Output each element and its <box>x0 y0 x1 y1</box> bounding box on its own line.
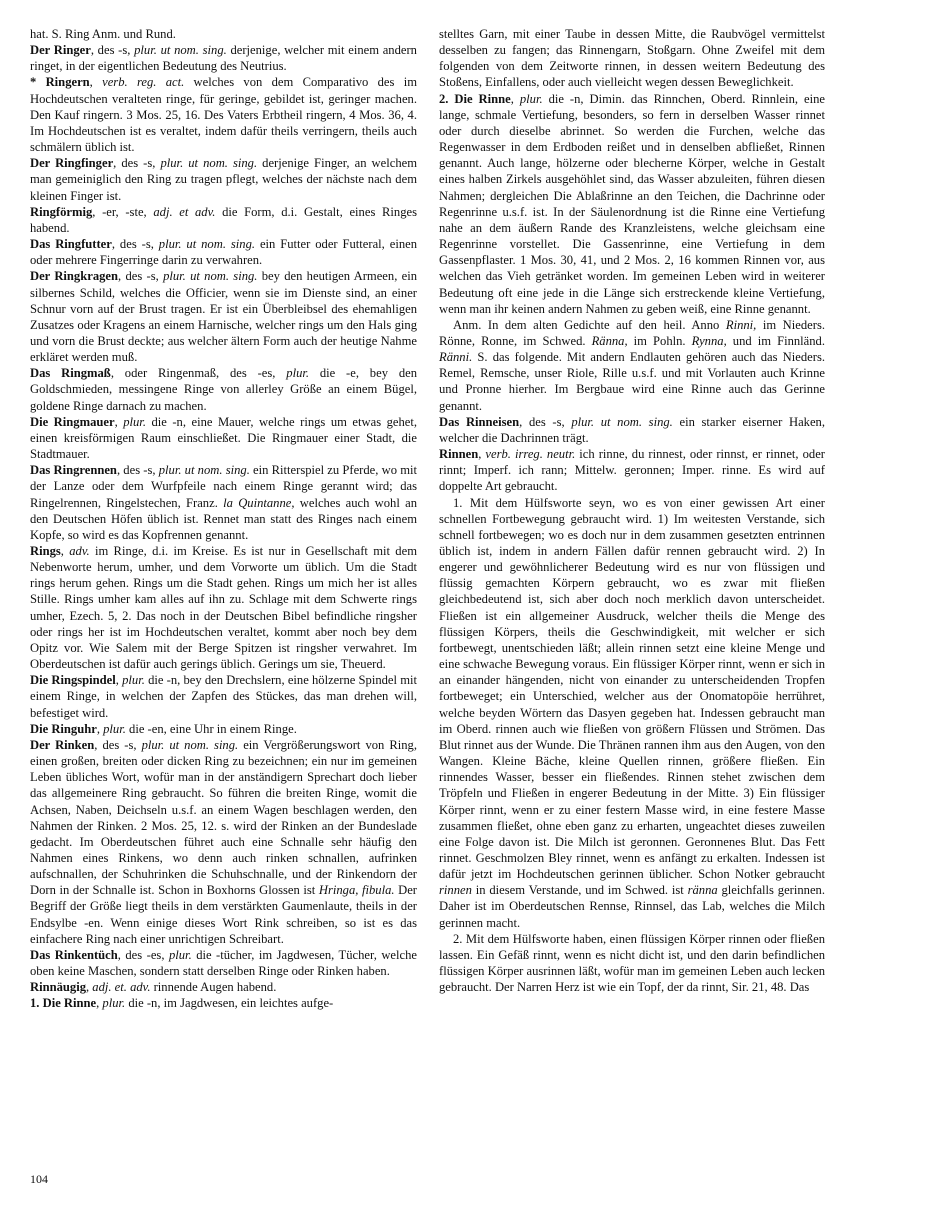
dictionary-entry <box>439 495 825 931</box>
entry-text: ein Futter oder Futteral, einen oder mehrere Fingerringe darin zu verwahren. <box>30 237 418 268</box>
entry-text: , oder Ringenmaß, des -es, <box>110 366 287 381</box>
dictionary-entry <box>30 42 417 74</box>
dictionary-entry <box>30 947 417 979</box>
entry-text: und im Finnländ. <box>726 333 826 348</box>
entry-headword: Rinnen <box>439 447 479 462</box>
dictionary-entry <box>30 543 417 672</box>
entry-grammar: adj. et. adv. <box>92 980 151 995</box>
entry-grammar: verb. reg. act. <box>102 75 185 90</box>
entry-headword: Der Ringkragen <box>30 269 119 284</box>
entry-grammar: plur. ut nom. sing. <box>158 463 250 478</box>
entry-text: ein Vergrößerungswort von Ring, einen großen, breiten oder dicken Ring zu bezeichnen; ein nur im gemeinen Leben übliches Wort, wofür man in der anständigern Sprechart doch lieber das allgemeinere Ring gebraucht. So führen die breiten Ringe, womit die Achsen, Naben, Deichseln u.s.f. an einem Wagen beschlagen werden, den Nahmen der Rinken. 2 Mos. 25, 12. s. wird der Rinken an der Bundeslade gedacht. Im Oberdeutschen führet auch eine Schnalle sehr häufig den Nahmen eines Rinkens, wo denn auch rinken schnallen, aufrinken aufschnallen, der Schuhrinken die Schuhschnalle, und der Rinkendorn der Dorn in der Schnalle ist. Schon in Boxhorns Glossen ist <box>30 737 418 898</box>
entry-text: in diesem Verstande, und im Schwed. ist <box>471 883 688 898</box>
entry-text: , <box>96 996 103 1011</box>
entry-text: , des -s, <box>118 269 164 284</box>
entry-text: ein starker eiserner Haken, welcher die Dachrinnen trägt. <box>439 414 825 445</box>
entry-text: , <box>114 414 124 429</box>
entry-text: die -tücher, im Jagdwesen, Tücher, welche oben keine Maschen, sondern statt derselben Ringe oder Rinken haben. <box>30 947 417 979</box>
entry-grammar: plur. ut nom. sing. <box>160 156 258 171</box>
entry-text: , <box>86 980 93 995</box>
entry-text: , <box>96 721 104 736</box>
entry-text: ein Ritterspiel zu Pferde, wo mit der Lanze oder dem Wurfpfeile nach einem Ringe gerannt wird; das Ringelrennen, Ringelstechen, Franz. <box>30 463 417 510</box>
entry-text: bey den heutigen Armeen, ein silbernes Schild, welches die Officier, wenn sie im Dienste sind, an einer Schnur vorn auf der Brust tragen. Er ist ein Überbleibsel des ehemahligen Zusatzes oder Kragens an einem Harnische, welcher rings um den Hals ging und vorn die Brust deckte; aus welcher ältern Form auch der heutige Nahme erkläret werden muß. <box>30 269 418 365</box>
entry-text: S. das folgende. Mit andern Endlauten gehören auch das Nieders. Remel, Remsche, unser Riole, Rille u.s.f. und mit Vorlauten auch Krinne und Pronne hierher. Im Bergbaue wird eine Rinne auch das Gerinne genannt. <box>439 350 825 413</box>
entry-headword: Der Rinken <box>30 737 95 752</box>
entry-text: 2. Mit dem Hülfsworte haben, einen flüssigen Körper rinnen oder fließen lassen. Ein Gefäß rinnt, wenn es nicht dicht ist, und den darin befindlichen flüssigen Körper ausrinnen läßt, wofür man im gemeinen Leben auch lecken gebraucht. Der Narren Herz ist wie ein Topf, der da rinnt, Sir. 21, 48. Das <box>439 931 825 995</box>
entry-text: stelltes Garn, mit einer Taube in dessen Mitte, die Raubvögel vermittelst desselben zu fangen; das Rinnengarn, Stoßgarn. Ohne Zweifel mit dem folgenden von dem Zeitworte rinnen, in dessen weitern Bedeutung des Stoßens, Einfallens, oder auch vielleicht wegen dessen Beweglichkeit. <box>439 27 825 90</box>
entry-text: die -n, eine Mauer, welche rings um etwas gehet, einen kreisförmigen Raum einschließet. Die Ringmauer einer Stadt, die Stadtmauer. <box>30 414 418 462</box>
entry-text: , des -s, <box>116 463 159 478</box>
entry-grammar: plur. ut nom. sing. <box>134 43 227 58</box>
entry-headword: Ringförmig <box>30 204 93 219</box>
entry-text: welches von dem Comparativo des im Hochdeutschen veralteten ringe, für geringe, gebildet ist, geringer machen. Den Kauf ringern. 3 Mos. 25, 16. Des Vaters Erbtheil ringern, 4 Mos. 36, 4. Im Hochdeutschen ist es veraltet, indem dafür theils verringern, theils auch schmälern üblich ist. <box>30 75 417 155</box>
entry-headword: * Ringern <box>30 75 90 90</box>
entry-grammar: plur. <box>168 947 192 962</box>
dictionary-entry <box>439 91 825 317</box>
entry-text: rinnende Augen habend. <box>150 980 277 995</box>
dictionary-entry <box>30 995 417 1011</box>
dictionary-entry <box>30 236 417 268</box>
entry-headword: Das Ringrennen <box>30 463 117 478</box>
entry-text: , des -s, <box>113 156 161 171</box>
entry-headword: Der Ringer <box>30 43 91 58</box>
entry-grammar: adv. <box>69 544 90 558</box>
entry-headword: 2. Die Rinne <box>439 91 511 106</box>
dictionary-entry <box>439 317 825 414</box>
dictionary-entry <box>30 268 417 365</box>
entry-text: , <box>510 91 520 106</box>
entry-grammar: adj. et adv. <box>153 204 216 219</box>
entry-text: die -n, Dimin. das Rinnchen, Oberd. Rinnlein, eine lange, schmale Vertiefung, besonders, so fern in derselben Wasser rinnet oder durch dieselbe abrinnet. So werden die Furchen, welche das Regenwasser in dem Erdboden reißet und in denselben abfließet, Rinnen genannt. Auch lange, hölzerne oder blecherne Körper, welche in Gestalt eines halben Zirkels ausgehöhlet sind, das Wasser abzuleiten, führen diesen Nahmen; dergleichen Die Ablaßrinne an den Teichen, die Dachrinne oder Regenrinne u.s.f. ist. In der Säulenordnung ist die Rinne eine Vertiefung nahe an dem äußern Rande des Kranzleistens, welche gleichsam eine Regenrinne vorstellet. Die Gassenrinne, eine Vertiefung in dem Gassenpflaster. 1 Mos. 30, 41, und 2 Mos. 2, 16 kommen Rinnen vor, aus welchen das Vieh getränket worden. Im gemeinen Leben wird in weiterer Bedeutung oft eine jede in die Länge sich erstreckende kleine Vertiefung, wenn man ihr keinen andern Nahmen zu geben weiß, eine Rinne genannt. <box>439 91 826 316</box>
dictionary-entry <box>30 204 417 236</box>
entry-text: gleichfalls gerinnen. Daher ist im Oberdeutschen Rennse, Rinnsel, das Lab, welches die Milch gerinnen macht. <box>439 883 825 930</box>
dictionary-entry <box>439 414 825 446</box>
entry-text: 1. Mit dem Hülfsworte seyn, wo es von einer gewissen Art einer schnellen Fortbewegung gebraucht wird. 1) Im weitesten Verstande, sich schnell fortbewegen; wo es doch nur in dem zusammen gesetzten entrinnen üblich ist, indem in andern Fällen dafür rennen gebraucht wird. 2) In engerer und gewöhnlicherer Bedeutung wird es nur von flüssigen und flüssig gemachten Körpern gebraucht, wo es zwar mit fließen gleichbedeutend ist, sich aber doch noch merklich davon unterscheidet. Fließen ist ein allgemeiner Ausdruck, welcher theils die Menge des flüssigen Körpers, theils die Geschwindigkeit, mit welcher er sich fortbewegt, unentschieden läßt; allein rinnen setzt eine kleine Menge und eine schwache Bewegung voraus. Ein flüssiger Körper rinnt, wenn er sich in an einander hängenden, nicht von einander zu unterscheidenden Tropfen fortbeweget; ein Unterschied, welcher aus der Onomatopöie herrühret, welche beyden Wörtern das Dasyen gegeben hat. Indessen gebraucht man im Oberd. rinnen auch wie fließen von größern Flüssen und Strömen. Das Blut rinnet aus der Wunde. Die Thränen rannen ihm aus den Augen, von den Wangen. Kleine Bäche, kleine Quellen rinnen, größere fließen. Ein rinnendes Wasser, besser ein fließendes. Rinnen stehet zwischen dem Tröpfeln und Fließen in engerer Bedeutung in der Mitte. 3) Ein flüssiger Körper rinnt, wenn er zu einer festern Masse wird, in eine festere Masse zusammen fließet, ohne eben ganz zu erharten, ungeachtet dieses zuweilen eine Folge davon ist. Die Milch ist geronnen. Geronnenes Blut. Das Fett rinnet. Geschmolzen Bley rinnet, wenn es anfängt zu erkalten. Indessen ist dafür jetzt im Hochdeutschen gerinnen üblicher. Schon Notker gebraucht <box>439 495 825 882</box>
entry-headword: Das Rinneisen <box>439 414 520 429</box>
entry-headword: Die Ringmauer <box>30 414 115 429</box>
entry-headword: Das Rinkentüch <box>30 947 118 962</box>
dictionary-entry <box>439 931 825 996</box>
entry-headword: Das Ringmaß <box>30 366 111 381</box>
entry-text: im Pohln. <box>627 333 692 348</box>
entry-text: , des -s, <box>519 414 572 429</box>
entry-grammar: plur. ut nom. sing. <box>163 269 258 284</box>
entry-text: , des -es, <box>117 947 169 962</box>
left-column <box>30 26 417 1012</box>
entry-headword: Das Ringfutter <box>30 237 112 252</box>
entry-grammar: plur. <box>519 91 543 106</box>
entry-headword: 1. Die Rinne <box>30 996 97 1011</box>
entry-text: im Nieders. Rönne, Ronne, im Schwed. <box>439 317 825 348</box>
entry-text: derjenige, welcher mit einem andern ringet, in der eigentlichen Bedeutung des Neutrius. <box>30 43 417 74</box>
entry-text: welches auch wohl an den Deutschen Höfen üblich ist. Rennet man statt des Ringes nach einem Kopfe, so wird es das Kopfrennen genannt. <box>30 495 417 542</box>
entry-grammar: plur. <box>286 366 310 381</box>
entry-grammar: plur. <box>102 996 126 1011</box>
entry-text: , <box>115 673 123 688</box>
entry-headword: Rings <box>30 544 61 558</box>
entry-grammar: plur. <box>123 414 146 429</box>
entry-foreign-term: Ränna, <box>591 333 628 348</box>
entry-grammar: plur. <box>122 673 145 688</box>
entry-grammar: plur. ut nom. sing. <box>571 414 673 429</box>
entry-grammar: verb. irreg. neutr. <box>485 447 576 462</box>
entry-text: , <box>478 447 486 462</box>
right-column <box>439 26 825 995</box>
entry-foreign-term: ränna <box>687 883 718 898</box>
dictionary-entry <box>439 446 825 494</box>
entry-foreign-term: rinnen <box>439 883 472 898</box>
entry-text: , des -s, <box>94 737 142 752</box>
entry-text: die Form, d.i. Gestalt, eines Ringes habend. <box>30 204 417 235</box>
entry-text: im Ringe, d.i. im Kreise. Es ist nur in Gesellschaft mit dem Nebenworte herum, umher, und dem Vorworte um üblich. Um die Stadt rings herum gehen. Rings um die Stadt gehen. Rings um mich her ist alles Stille. Rings umher kam alles auf ihn zu. Schlage mit dem Schwerte rings umher, Ezech. 5, 2. Das noch in der Deutschen Bibel befindliche ringsher oder rings her ist im Hochdeutschen veraltet, kommt aber noch bey dem Opitz vor. Wie Salem mit der Berge Spitzen ist ringsher verwahret. Im Oberdeutschen ist dafür auch gerings üblich. Gerings um sie, Theuerd. <box>30 544 417 672</box>
entry-text: , -er, -ste, <box>92 204 154 219</box>
page-number: 104 <box>30 1172 48 1186</box>
dictionary-entry <box>30 672 417 720</box>
dictionary-entry <box>30 365 417 413</box>
entry-foreign-term: Rynna, <box>691 333 727 348</box>
entry-text: ich rinne, du rinnest, oder rinnst, er rinnet, oder rinnt; Imperf. ich rann; Mittelw. geronnen; Imper. rinne. Es wird auf doppelte Art gebraucht. <box>439 447 825 494</box>
entry-text: Anm. In dem alten Gedichte auf den heil. Anno <box>453 317 726 332</box>
entry-grammar: plur. ut nom. sing. <box>158 237 256 252</box>
entry-text: , <box>89 75 103 90</box>
dictionary-entry <box>30 26 417 42</box>
entry-text: , des -s, <box>90 43 135 58</box>
dictionary-entry <box>30 979 417 995</box>
entry-text: derjenige Finger, an welchem man gemeiniglich den Ring zu tragen pflegt, welches der nächste nach dem kleinen Finger ist. <box>30 156 418 203</box>
entry-headword: Die Ringspindel <box>30 673 116 688</box>
dictionary-entry <box>30 74 417 155</box>
dictionary-entry <box>30 155 417 203</box>
entry-text: die -n, bey den Drechslern, eine hölzerne Spindel mit einem Ringe, in welchen der Zapfen des Stückes, das man drehen will, befestiget wird. <box>30 673 417 720</box>
entry-text: hat. S. Ring Anm. und Rund. <box>30 27 176 41</box>
entry-text: die -en, eine Uhr in einem Ringe. <box>125 721 297 736</box>
dictionary-entry <box>30 737 417 947</box>
entry-headword: Der Ringfinger <box>30 156 114 171</box>
entry-grammar: plur. <box>103 721 126 736</box>
entry-headword: Rinnäugig <box>30 980 86 995</box>
dictionary-entry <box>30 721 417 737</box>
entry-text: Der Begriff der Größe liegt theils in dem verstärkten Gaumenlaute, theils in der Endsylbe -en. Wenn einige dieses Wort Rink schreiben, so ist es das einfachere Ring nach einer unrichtigen Schreibart. <box>30 883 418 946</box>
entry-grammar: plur. ut nom. sing. <box>141 737 239 752</box>
entry-text: die -e, bey den Goldschmieden, messingene Ringe von allerley Größe an einem Bügel, goldene Ringe darnach zu machen. <box>30 366 417 413</box>
entry-text: die -n, im Jagdwesen, ein leichtes aufge- <box>125 996 334 1011</box>
entry-foreign-term: Ränni. <box>439 350 473 365</box>
entry-foreign-term: Hringa, fibula. <box>318 883 395 898</box>
entry-foreign-term: la Quintanne, <box>223 495 295 510</box>
dictionary-entry <box>30 414 417 462</box>
entry-text: , des -s, <box>111 237 159 252</box>
entry-headword: Die Ringuhr <box>30 721 97 736</box>
dictionary-entry <box>30 462 417 543</box>
dictionary-entry <box>439 26 825 91</box>
entry-text: , <box>60 544 70 558</box>
entry-foreign-term: Rinni, <box>725 317 757 332</box>
